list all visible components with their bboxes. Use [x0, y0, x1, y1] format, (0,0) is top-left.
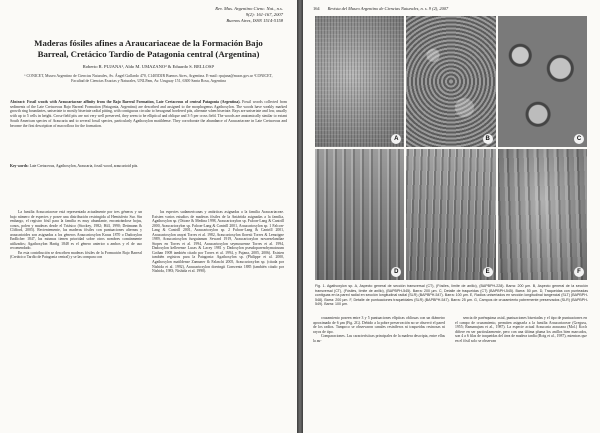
micrograph-panel-d	[315, 149, 404, 280]
panel-label: D	[391, 267, 401, 277]
keywords-label: Key words:	[10, 164, 29, 168]
figure-plate	[315, 16, 587, 280]
article-title: Maderas fósiles afines a Araucariaceae de la Formación Bajo Barreal, Cretácico Tardío de Patagonia central (Argentina)	[34, 38, 263, 59]
abstract-label: Abstract: Fossil woods with Araucariaceae affinity from the Bajo Barreal Formation, Late Cretaceous of central Patagonia (Argentina).	[10, 100, 241, 104]
journal-header	[215, 6, 283, 24]
paragraph: sencia de parénquima axial, puntuaciones biseriadas y el tipo de puntuaciones en el campo de cruzamiento, permiten asignarla a la familia Araucariaceae (Greguss, 1955; Ramanujam et al., 1987). La especie actual Araucaria araucana (Mol.) Koch difiere en ser particularmente, pero con una última pluma los anillos bien marcados, son 4 a 6 filas de traqueidas del área de madera tardía (Roig et al., 1987), mientras que en el fósil solo se observan	[455, 316, 587, 343]
micrograph-panel-c	[498, 16, 587, 147]
right-page	[303, 0, 600, 433]
left-page	[0, 0, 297, 433]
author-affiliations: ¹ CONICET, Museo Argentino de Ciencias Naturales, Av. Ángel Gallardo 470, C1405DJR Buenos Aires, Argentina. E-mail: rpujana@macn.gov.ar ²CONICET, Facultad de Ciencias Exactas y Naturales, UNLPam, Av. Uruguay 151, 6300 Santa Rosa, Argentina	[24, 74, 273, 83]
paragraph: Comparaciones. Las características principales de la madera descripta, entre ellas la au-	[313, 334, 445, 343]
paragraph: las especies sudamericanas y antárticas asignadas a la familia Araucariaceae. Existen varios estudios de maderas fósiles de la Antártida asignadas a la familia, Agathoxylon sp. (Ottone & Medina 1998, Araucarioxylon sp. Falcon-Lang & Cantrill 2000, Araucarioxylon sp. Falcon-Lang & Cantrill 2001, Araucarioxylon sp. 1 Falcon-Lang & Cantrill 2001, Araucarioxylon sp. 2 Falcon-Lang & Cantrill 2001, Araucarioxylon arayai Torres et al. 1982, Araucarioxylon floresii Torres & Lemoigne 1989, Araucarioxylon fueguianum Seward 1919, Araucarioxylon novaezelandiae Stopes en Torres et al. 1994, Araucarioxylon seymourense Torres et al. 1994, Dadoxylon kellerense Lucas & Lacey 1981 y Dadoxylon pseudoparenchymatosum Gothan 1908 también citado por Torres et al. 1994, y Pujana, 2005, 2006). Existen también registros para la Patagonia: Agathoxylon sp. (Philippe et al. 2000, Agathoxylon matildense Zamuner & Falaschi 2005, Araucarioxylon sp. (citada por Nishida et al. 1992), Araucarioxylon doeringii Conwentz 1885 (también citado por Nishida, 1983; Nishida et al. 1990).	[152, 210, 284, 274]
issn-line: Buenos Aires, ISSN 1514-5158	[226, 18, 283, 23]
abstract-body: Fossil woods collected from sediments of the Late Cretaceous Bajo Barreal Formation (Patagonia, Argentina) are described and assigned to the morphogenus Agathoxylon. The woods have weakly marked growth ring boundaries, uniseriate to mostly biseriate radial pitting, with contiguous circular to hexagonal bordered pits, alternate when biseriate. Rays are uniseriate and low, usually with up to 5 cells in height. Cross-field pits are not very well preserved, they seem to be elliptical and oblique and 3-5 per cross field. The woods are anatomically similar to extant South American species of Araucaria and to several fossil species, particularly Agathoxylon matildense. They corroborate the abundance of Araucariaceae in Late Cretaceous and become the first description of macroflora for the formation.	[10, 100, 287, 128]
micrograph-panel-a	[315, 16, 404, 147]
journal-title: Revista del Museo Argentino de Ciencias Naturales, n. s. 9 (2), 2007	[327, 6, 449, 11]
keywords	[10, 164, 287, 169]
panel-label: E	[483, 267, 493, 277]
body-column-left	[313, 316, 445, 343]
micrograph-panel-b	[406, 16, 495, 147]
panel-label: B	[483, 134, 493, 144]
panel-label: C	[574, 134, 584, 144]
volume-line: 9(2): 161-167, 2007	[245, 12, 283, 17]
keywords-list: Late Cretaceous, Agathoxylon, Araucaria, fossil wood, araucarioid pits.	[28, 164, 139, 168]
panel-label: F	[574, 267, 584, 277]
paragraph: La familia Araucariaceae está representada actualmente por tres géneros y un bajo número de especies y posee una distribución restringida al Hemisferio Sur. Sin embargo, el registro fósil para la familia es muy abundante, encontrándose hojas, conos, polen y maderas desde el Triásico (Stockey, 1982; Hill, 1990; Dettmann & Clifford, 2005). Recientemente, las maderas fósiles con puntuaciones alternas y araucarioides son asignadas a los géneros Araucarioxylon Kraus 1870 o Dadoxylon Endlicher 1847, las mismas tienen prioridad sobre otros nombres comúnmente utilizados; Agathoxylon Hartig 1848 es el género anterior a ambos y el de uso recomendado.	[10, 210, 142, 251]
panel-label: A	[391, 134, 401, 144]
article-authors: Roberto R. PUJANA¹, Aldo M. UMAZANO² & Eduardo S. BELLOSI¹	[82, 64, 215, 69]
micrograph-panel-f	[498, 149, 587, 280]
paragraph: cruzamiento poseen entre 3 y 5 puntuaciones elípticas oblicuas con un diámetro aproximado de 6 µm (Fig. 2G). Debido a la pobre preservación no se observó el pared de los radios. Tampoco se observaron canales resiníferos ni traqueidas resinosas ni rayos de tipo.	[313, 316, 445, 334]
figure-caption: Fig. 1. Agathoxylon sp. A, Aspecto general de sección transversal (CT), (Fósiles, límite de anillo), (BAPBPH-228). Barra: 200 µm. B, Aspecto general de la sección transversal (CT), (Fósiles, límite de anillo), (BAPBPH-545). Barra: 200 µm. C, Detalle de traqueidas (CT) (BAPBPH-545). Barra: 50 µm. D, Traqueidas con punteadas contiguas en la pared radial en sección longitudinal radial (SLR) (BAPBPH-547). Barra: 100 µm. E, Radios uniseriados en sección longitudinal tangencial (SLT) (BAPBPH-548). Barra: 200 µm. F, Detalle de puntuaciones traqueidales (SLR) (BAPBPH-547). Barra: 25 µm. G, Campos de cruzamiento pobremente preservados (SLR) (BAPBPH-549). Barra: 100 µm.	[315, 284, 588, 306]
body-column-left	[10, 210, 142, 260]
abstract	[10, 100, 287, 128]
body-column-right	[152, 210, 284, 274]
page-number: 164	[313, 6, 320, 11]
micrograph-panel-e	[406, 149, 495, 280]
journal-line: Rev. Mus. Argentino Cienc. Nat., n.s.	[215, 6, 283, 11]
page-header	[313, 6, 590, 11]
paragraph: En esta contribución se describen maderas fósiles de la Formación Bajo Barreal (Cretácico Tardío de Patagonia central) y se las compara con	[10, 250, 142, 260]
body-column-right	[455, 316, 587, 343]
